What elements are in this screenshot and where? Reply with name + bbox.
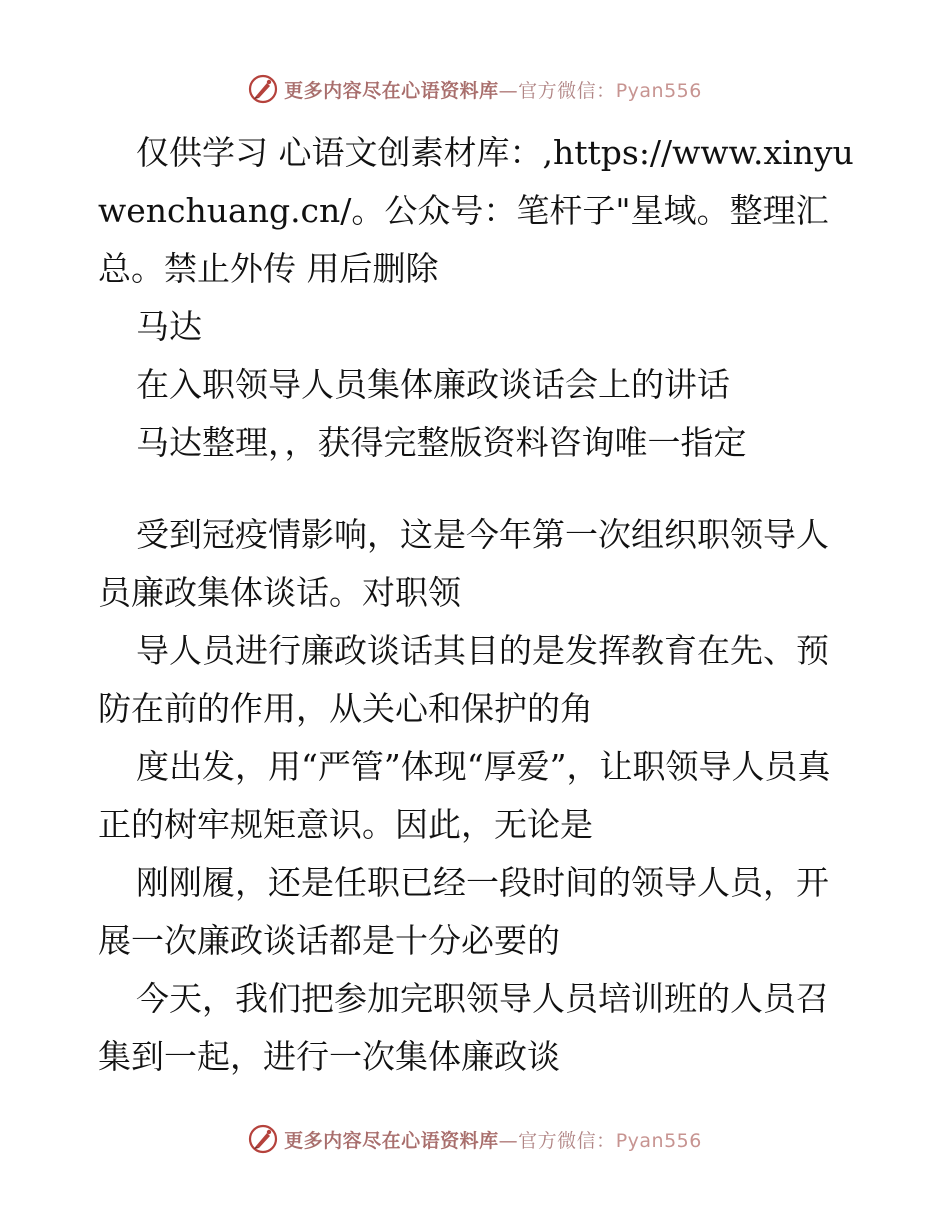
document-body [98, 124, 858, 1086]
banner-wechat-label: 官方微信： [518, 1129, 616, 1152]
banner-text [284, 1126, 702, 1153]
paragraph-body-1: 受到冠疫情影响，这是今年第一次组织职领导人员廉政集体谈话。对职领 [98, 515, 829, 612]
banner-main-text: 更多内容尽在心语资料库 [284, 79, 499, 102]
paragraph-body-3: 度出发，用“严管”体现“厚爱”，让职领导人员真正的树牢规矩意识。因此，无论是 [98, 747, 831, 844]
banner-wechat-id: Pyan556 [615, 79, 702, 102]
banner-text [284, 76, 702, 103]
paragraph-body-5: 今天，我们把参加完职领导人员培训班的人员召集到一起，进行一次集体廉政谈 [98, 979, 829, 1076]
header-watermark-banner [0, 72, 950, 106]
paragraph-body-4: 刚刚履，还是任职已经一段时间的领导人员，开展一次廉政谈话都是十分必要的 [98, 863, 829, 960]
paragraph-author: 马达 [136, 307, 202, 346]
banner-wechat-id: Pyan556 [615, 1129, 702, 1152]
banner-main-text: 更多内容尽在心语资料库 [284, 1129, 499, 1152]
footer-watermark-banner [0, 1122, 950, 1156]
banner-dash: — [498, 79, 519, 102]
paragraph-body-2: 导人员进行廉政谈话其目的是发挥教育在先、预防在前的作用，从关心和保护的角 [98, 631, 829, 728]
paragraph-disclaimer: 仅供学习 心语文创素材库：,https://www.xinyuwenchuang.cn/。公众号：笔杆子"星域。整理汇总。禁止外传 用后删除 [98, 133, 854, 288]
paragraph-title: 在入职领导人员集体廉政谈话会上的讲话 [136, 365, 730, 404]
paragraph-source: 马达整理，，获得完整版资料咨询唯一指定 [136, 423, 747, 462]
banner-wechat-label: 官方微信： [518, 79, 616, 102]
pen-logo-icon [248, 1124, 278, 1154]
banner-dash: — [498, 1129, 519, 1152]
pen-logo-icon [248, 74, 278, 104]
